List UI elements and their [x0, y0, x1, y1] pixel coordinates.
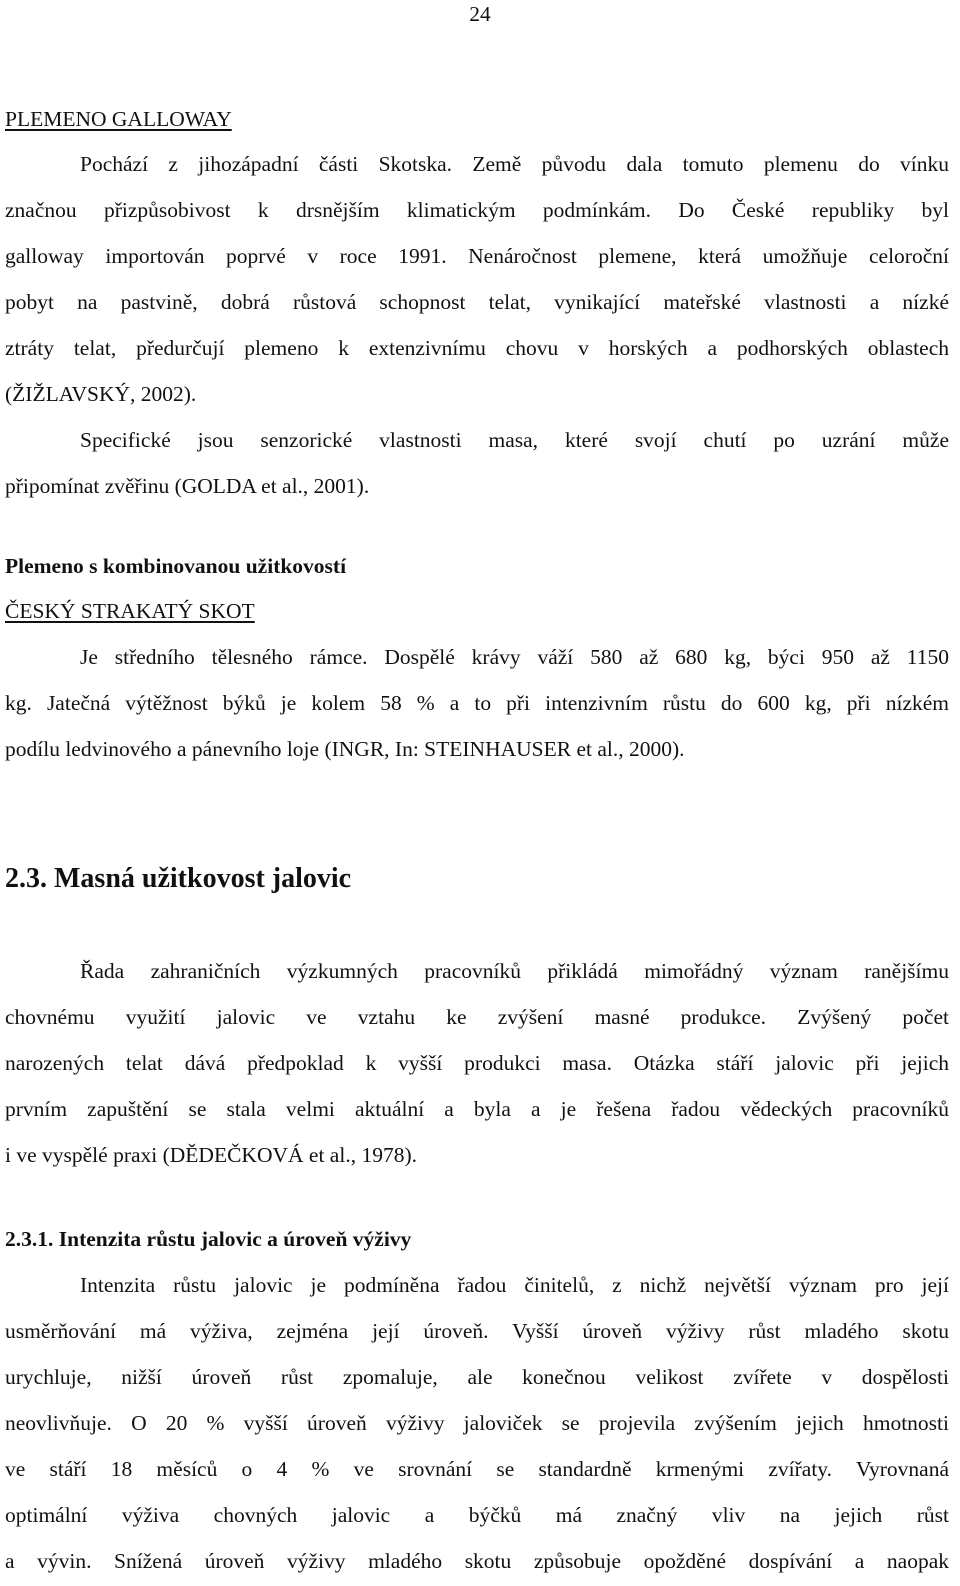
- paragraph-line: kg. Jatečná výtěžnost býků je kolem 58 % a to při intenzivním růstu do 600 kg, při nízkém: [5, 691, 949, 715]
- paragraph-line: urychluje, nižší úroveň růst zpomaluje, ale konečnou velikost zvířete v dospělosti: [5, 1365, 949, 1389]
- paragraph-line: (ŽIŽLAVSKÝ, 2002).: [5, 382, 197, 406]
- section-heading-galloway: PLEMENO GALLOWAY: [5, 107, 232, 131]
- paragraph-line: ve stáří 18 měsíců o 4 % ve srovnání se standardně krmenými zvířaty. Vyrovnaná: [5, 1457, 949, 1481]
- paragraph-line: Pochází z jihozápadní části Skotska. Země původu dala tomuto plemenu do vínku: [80, 152, 949, 176]
- paragraph-line: značnou přizpůsobivost k drsnějším klimatickým podmínkám. Do České republiky byl: [5, 198, 949, 222]
- paragraph-line: podílu ledvinového a pánevního loje (INGR, In: STEINHAUSER et al., 2000).: [5, 737, 685, 761]
- paragraph-line: chovnému využití jalovic ve vztahu ke zvýšení masné produkce. Zvýšený počet: [5, 1005, 949, 1029]
- paragraph-line: připomínat zvěřinu (GOLDA et al., 2001).: [5, 474, 370, 498]
- paragraph-line: a vývin. Snížená úroveň výživy mladého skotu způsobuje opožděné dospívání a naopak: [5, 1549, 949, 1573]
- chapter-heading-2-3: 2.3. Masná užitkovost jalovic: [5, 863, 352, 894]
- page-number: 24: [469, 2, 491, 26]
- paragraph-line: neovlivňuje. O 20 % vyšší úroveň výživy jaloviček se projevila zvýšením jejich hmotnosti: [5, 1411, 949, 1435]
- paragraph-line: usměrňování má výživa, zejména její úroveň. Vyšší úroveň výživy růst mladého skotu: [5, 1319, 949, 1343]
- paragraph-line: optimální výživa chovných jalovic a býčků má značný vliv na jejich růst: [5, 1503, 949, 1527]
- paragraph-line: pobyt na pastvině, dobrá růstová schopnost telat, vynikající mateřské vlastnosti a nízké: [5, 290, 949, 314]
- paragraph-line: Intenzita růstu jalovic je podmíněna řadou činitelů, z nichž největší význam pro její: [80, 1273, 949, 1297]
- paragraph-line: Je středního tělesného rámce. Dospělé krávy váží 580 až 680 kg, býci 950 až 1150: [80, 645, 949, 669]
- paragraph-line: i ve vyspělé praxi (DĚDEČKOVÁ et al., 1978).: [5, 1143, 417, 1167]
- paragraph-line: prvním zapuštění se stala velmi aktuální a byla a je řešena řadou vědeckých pracovníků: [5, 1097, 949, 1121]
- paragraph-line: narozených telat dává předpoklad k vyšší produkci masa. Otázka stáří jalovic při jejich: [5, 1051, 949, 1075]
- subsection-heading-czech-spotted: ČESKÝ STRAKATÝ SKOT: [5, 599, 255, 623]
- paragraph-line: galloway importován poprvé v roce 1991. Nenáročnost plemene, která umožňuje celoroční: [5, 244, 949, 268]
- section-heading-combined: Plemeno s kombinovanou užitkovostí: [5, 554, 347, 578]
- paragraph-line: Řada zahraničních výzkumných pracovníků přikládá mimořádný význam ranějšímu: [80, 959, 949, 983]
- subchapter-heading-2-3-1: 2.3.1. Intenzita růstu jalovic a úroveň výživy: [5, 1227, 412, 1251]
- paragraph-line: ztráty telat, předurčují plemeno k extenzivnímu chovu v horských a podhorských oblastech: [5, 336, 949, 360]
- paragraph-line: Specifické jsou senzorické vlastnosti masa, které svojí chutí po uzrání může: [80, 428, 949, 452]
